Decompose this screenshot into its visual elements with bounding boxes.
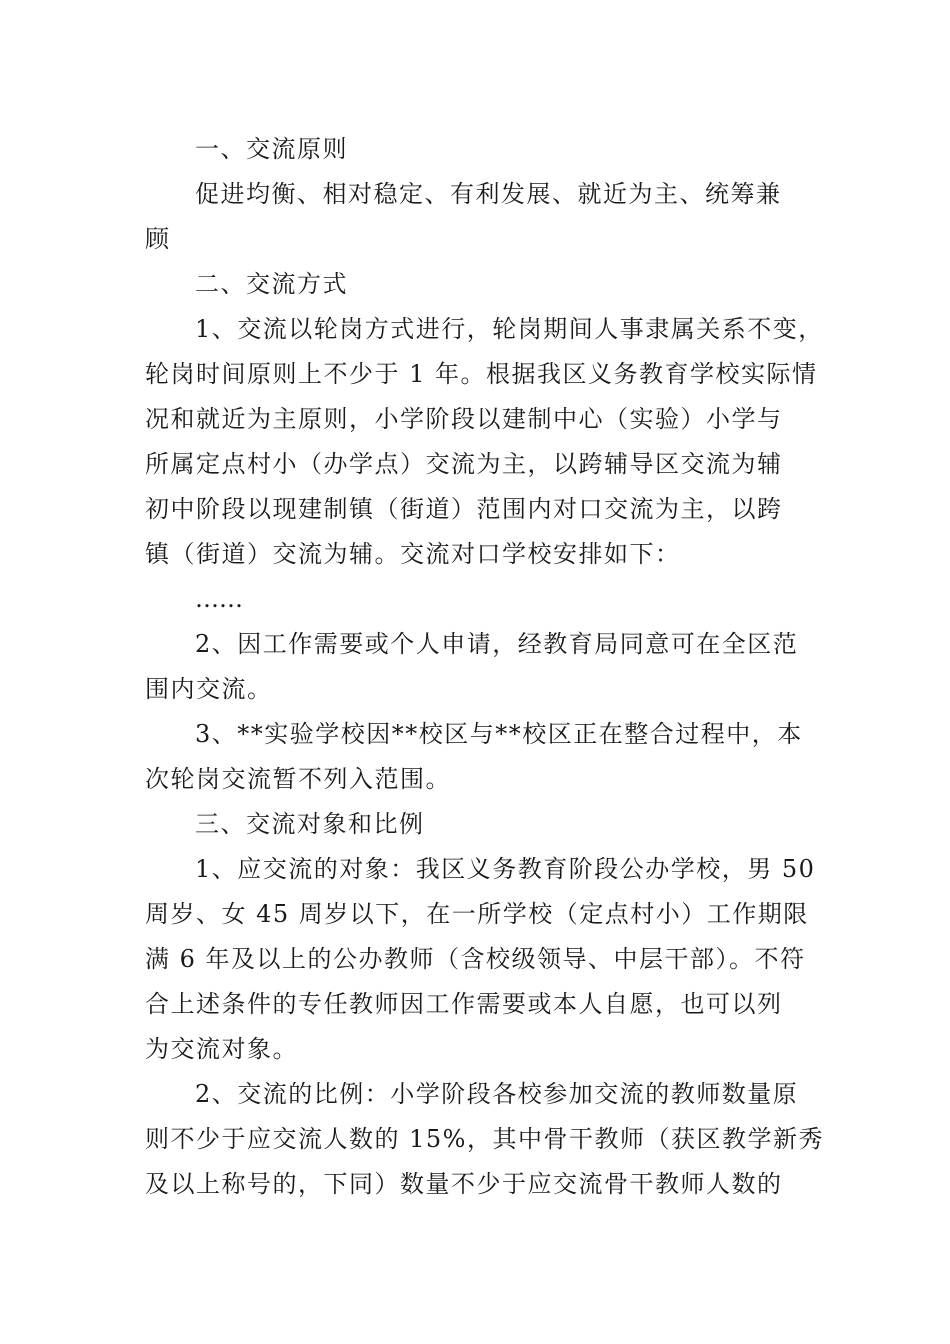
section-heading-3: 三、交流对象和比例 [195, 810, 425, 838]
paragraph-line: 促进均衡、相对稳定、有利发展、就近为主、统筹兼 [195, 180, 782, 208]
paragraph-line: 合上述条件的专任教师因工作需要或本人自愿，也可以列 [145, 990, 783, 1018]
paragraph-line: 为交流对象。 [145, 1035, 298, 1063]
paragraph-line: 所属定点村小（办学点）交流为主，以跨辅导区交流为辅 [145, 450, 783, 478]
paragraph-line: 2、因工作需要或个人申请，经教育局同意可在全区范 [195, 630, 799, 658]
paragraph-line: 轮岗时间原则上不少于 1 年。根据我区义务教育学校实际情 [145, 360, 818, 388]
paragraph-line: 3、**实验学校因**校区与**校区正在整合过程中，本 [195, 720, 803, 748]
paragraph-line: 初中阶段以现建制镇（街道）范围内对口交流为主，以跨 [145, 495, 783, 523]
paragraph-line: 周岁、女 45 周岁以下，在一所学校（定点村小）工作期限 [145, 900, 809, 928]
paragraph-line: 及以上称号的，下同）数量不少于应交流骨干教师人数的 [145, 1170, 783, 1198]
paragraph-line: 围内交流。 [145, 675, 273, 703]
paragraph-line: 1、应交流的对象：我区义务教育阶段公办学校，男 50 [195, 855, 816, 883]
section-heading-1: 一、交流原则 [195, 135, 348, 163]
ellipsis-line: …… [195, 585, 243, 613]
paragraph-line: 顾 [145, 225, 171, 253]
section-heading-2: 二、交流方式 [195, 270, 348, 298]
paragraph-line: 次轮岗交流暂不列入范围。 [145, 765, 451, 793]
paragraph-line: 况和就近为主原则，小学阶段以建制中心（实验）小学与 [145, 405, 783, 433]
document-page [145, 127, 824, 1207]
paragraph-line: 1、交流以轮岗方式进行，轮岗期间人事隶属关系不变， [195, 315, 824, 343]
paragraph-line: 则不少于应交流人数的 15%，其中骨干教师（获区教学新秀 [145, 1125, 824, 1153]
paragraph-line: 镇（街道）交流为辅。交流对口学校安排如下： [145, 540, 681, 568]
paragraph-line: 2、交流的比例：小学阶段各校参加交流的教师数量原 [195, 1080, 799, 1108]
paragraph-line: 满 6 年及以上的公办教师（含校级领导、中层干部）。不符 [145, 945, 806, 973]
